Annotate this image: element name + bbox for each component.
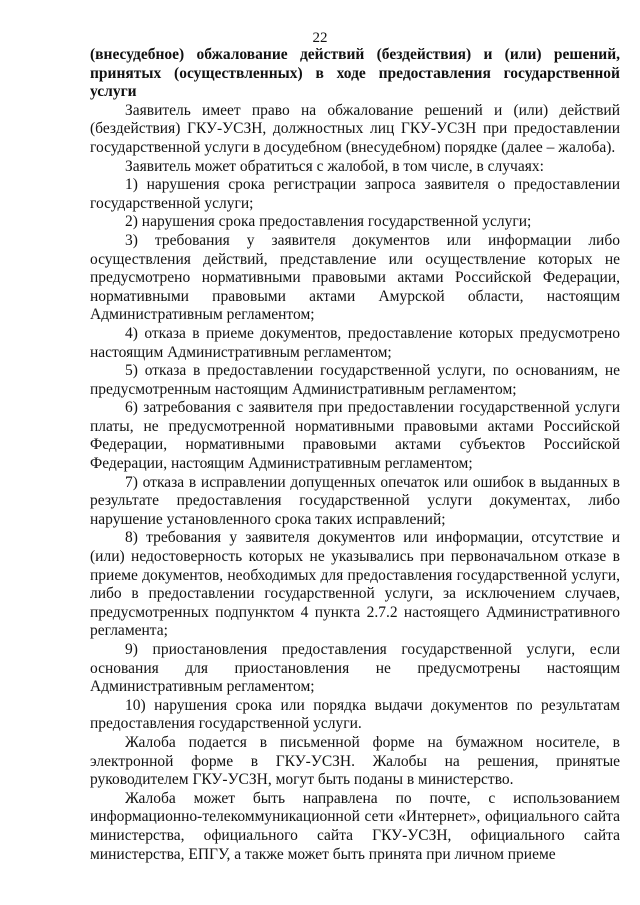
list-item-6: 6) затребования с заявителя при предоставлении государственной услуги платы, не предусмотренной нормативными правовыми актами Российской Федерации, нормативными правовыми актами субъектов Российской Федерации, настоящим Административным регламентом;: [90, 399, 620, 473]
list-item-8: 8) требования у заявителя документов или информации, отсутствие и (или) недостоверность которых не указывались при первоначальном отказе в приеме документов, необходимых для предоставления государственной услуги, либо в предоставлении государственной услуги, за исключением случаев, предусмотренных подпунктом 4 пункта 2.7.2 настоящего Административного регламента;: [90, 529, 620, 640]
list-item-4: 4) отказа в приеме документов, предоставление которых предусмотрено настоящим Административным регламентом;: [90, 324, 620, 361]
list-item-3: 3) требования у заявителя документов или информации либо осуществления действий, представление или осуществление которых не предусмотрено нормативными правовыми актами Российской Федерации, нормативными правовыми актами Амурской области, настоящим Административным регламентом;: [90, 231, 620, 324]
paragraph-complaint-channels: Жалоба может быть направлена по почте, с использованием информационно-телекоммуникационной сети «Интернет», официального сайта министерства, официального сайта ГКУ-УСЗН, официального сайта министерства, ЕПГУ, а также может быть принята при личном приеме: [90, 789, 620, 863]
page-number: 22: [312, 30, 328, 46]
paragraph-right-to-appeal: Заявитель имеет право на обжалование решений и (или) действий (бездействия) ГКУ-УСЗН, должностных лиц ГКУ-УСЗН при предоставлении государственной услуги в досудебном (внесудебном) порядке (далее – жалоба).: [90, 101, 620, 156]
list-item-9: 9) приостановления предоставления государственной услуги, если основания для приостановления не предусмотрены настоящим Административным регламентом;: [90, 641, 620, 696]
document-body: [90, 46, 620, 864]
section-heading: (внесудебное) обжалование действий (бездействия) и (или) решений, принятых (осуществленных) в ходе предоставления государственной услуги: [90, 46, 620, 101]
list-item-1: 1) нарушения срока регистрации запроса заявителя о предоставлении государственной услуги;: [90, 176, 620, 212]
list-item-2: 2) нарушения срока предоставления государственной услуги;: [125, 213, 532, 231]
list-item-5: 5) отказа в предоставлении государственной услуги, по основаниям, не предусмотренным настоящим Административным регламентом;: [90, 362, 620, 398]
paragraph-cases-intro: Заявитель может обратиться с жалобой, в том числе, в случаях:: [125, 157, 544, 175]
paragraph-complaint-form: Жалоба подается в письменной форме на бумажном носителе, в электронной форме в ГКУ-УСЗН. Жалобы на решения, принятые руководителем ГКУ-УСЗН, могут быть поданы в министерство.: [90, 733, 620, 789]
list-item-7: 7) отказа в исправлении допущенных опечаток или ошибок в выданных в результате предоставления государственной услуги документах, либо нарушение установленного срока таких исправлений;: [90, 473, 620, 528]
list-item-10: 10) нарушения срока или порядка выдачи документов по результатам предоставления государственной услуги.: [90, 696, 620, 733]
